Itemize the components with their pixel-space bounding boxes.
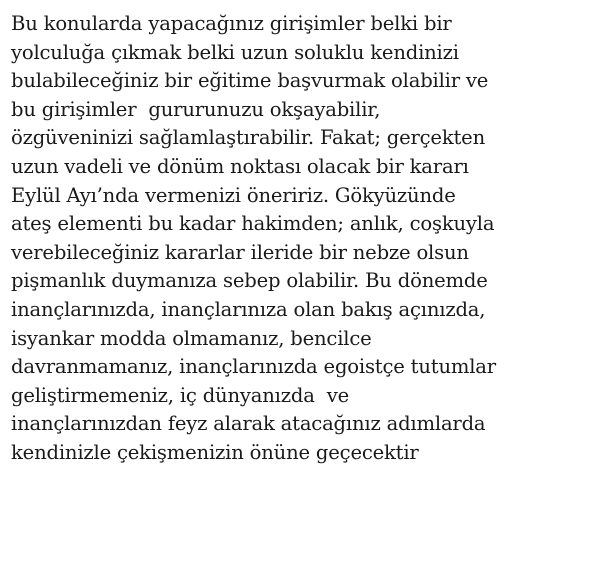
- text-line: Bu konularda yapacağınız girişimler belki bir: [11, 12, 452, 35]
- text-line: davranmamanız, inançlarınızda egoistçe tutumlar: [11, 355, 496, 379]
- text-line: kendinizle çekişmenizin önüne geçecektir: [11, 440, 419, 464]
- text-line: özgüveninizi sağlamlaştırabilir. Fakat; gerçekten: [11, 126, 485, 150]
- text-line: bulabileceğiniz bir eğitime başvurmak olabilir ve: [11, 69, 489, 93]
- text-line: verebileceğiniz kararlar ileride bir nebze olsun: [11, 240, 469, 264]
- text-line: inançlarınızdan feyz alarak atacağınız adımlarda: [11, 412, 486, 436]
- text-line: yolculuğa çıkmak belki uzun soluklu kendinizi: [11, 40, 459, 64]
- text-line: Eylül Ayı’nda vermenizi öneririz. Gökyüzünde: [11, 183, 456, 207]
- text-line: ateş elementi bu kadar hakimden; anlık, coşkuyla: [11, 212, 495, 236]
- text-line: isyankar modda olmamanız, bencilce: [11, 326, 372, 350]
- text-line: inançlarınızda, inançlarınıza olan bakış açınızda,: [11, 297, 486, 321]
- text-line: geliştirmemeniz, iç dünyanızda ve: [11, 383, 350, 407]
- text-line: pişmanlık duymanıza sebep olabilir. Bu dönemde: [11, 269, 488, 293]
- text-line: bu girişimler gururunuzu okşayabilir,: [11, 97, 381, 121]
- body-paragraph: [11, 10, 611, 468]
- text-line: uzun vadeli ve dönüm noktası olacak bir kararı: [11, 154, 469, 178]
